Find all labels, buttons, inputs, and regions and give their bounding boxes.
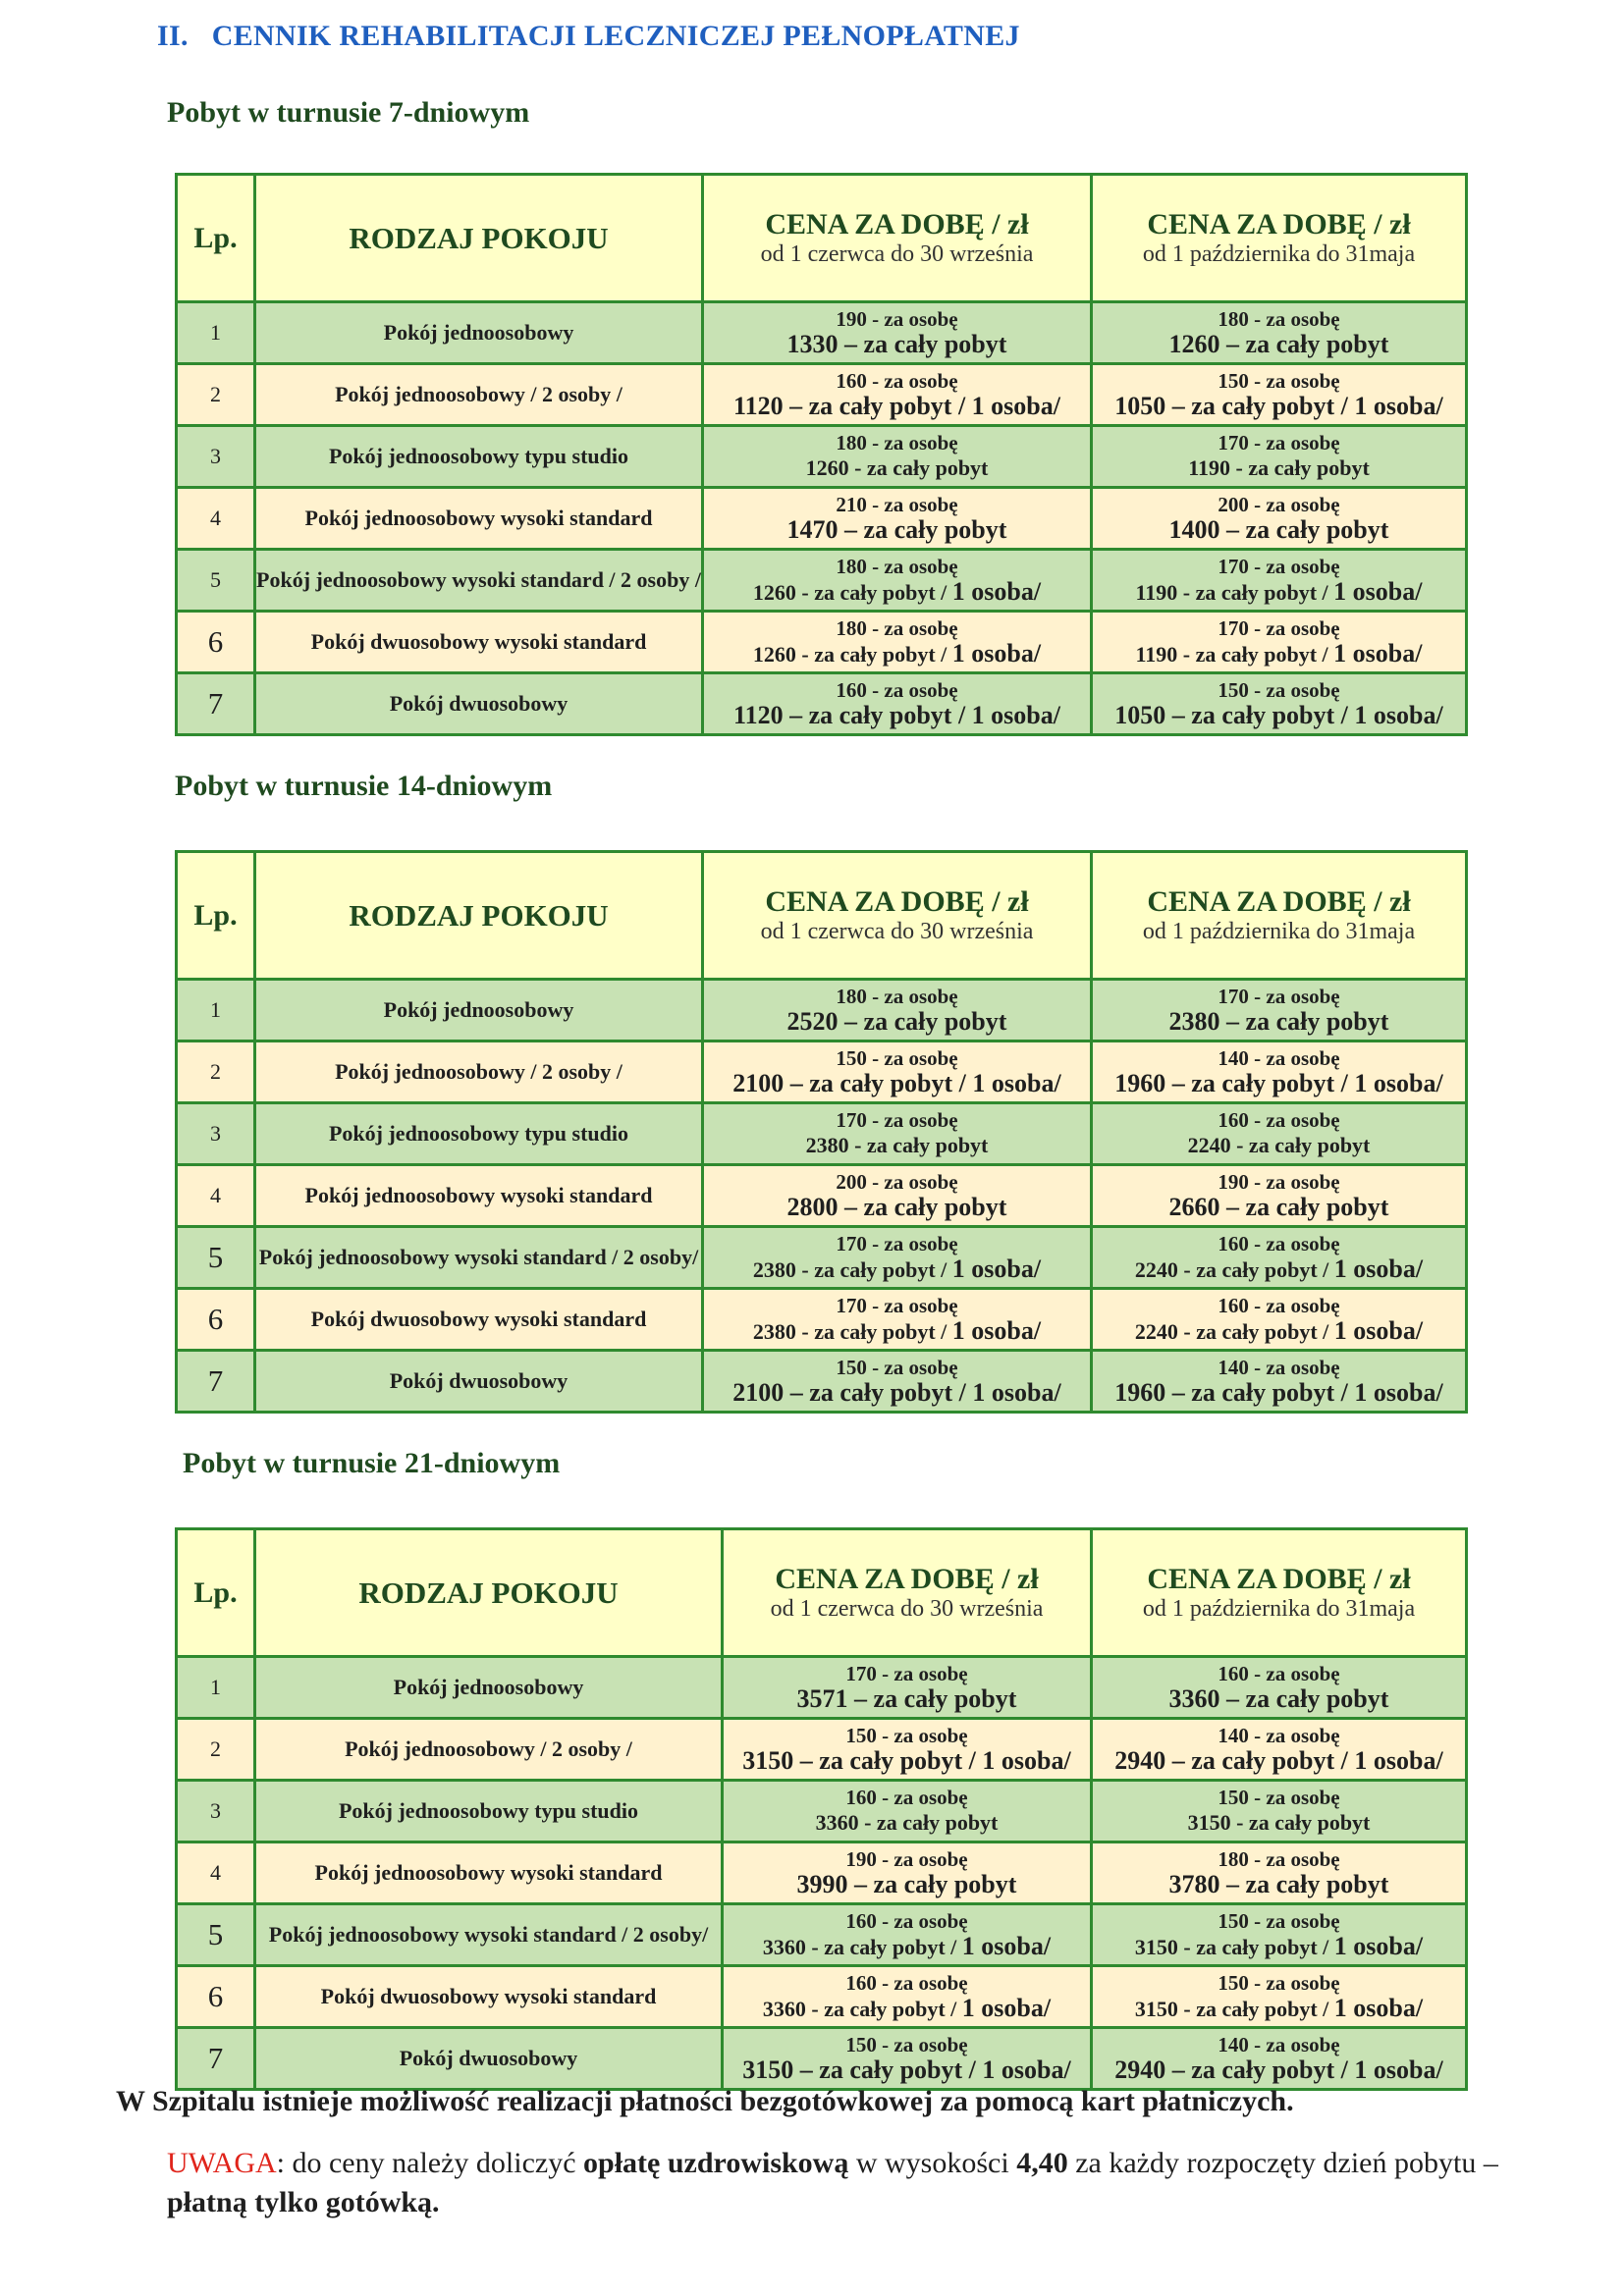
uwaga-fee-name: opłatę uzdrowiskową	[583, 2147, 849, 2179]
price-cell-summer	[723, 1719, 1092, 1781]
header-room-type: RODZAJ POKOJU	[255, 852, 703, 980]
price-cell-winter	[1092, 302, 1467, 364]
header-price-summer	[703, 175, 1092, 302]
table-header-row	[177, 852, 1467, 980]
header-lp: Lp.	[177, 1529, 255, 1657]
price-per-person: 170 - za osobę	[836, 1108, 958, 1132]
room-type: Pokój jednoosobowy / 2 osoby /	[255, 1719, 723, 1781]
price-per-person: 190 - za osobę	[1218, 1170, 1340, 1194]
room-type: Pokój jednoosobowy wysoki standard	[255, 488, 703, 550]
price-per-person: 170 - za osobę	[845, 1662, 968, 1685]
price-per-person: 150 - za osobę	[845, 2033, 968, 2056]
price-per-person: 150 - za osobę	[1218, 678, 1340, 702]
table-header-row	[177, 175, 1467, 302]
price-cell-winter	[1092, 1165, 1467, 1227]
room-type: Pokój jednoosobowy	[255, 1657, 723, 1719]
row-number: 2	[177, 1041, 255, 1103]
price-per-person: 160 - za osobę	[1218, 1662, 1340, 1685]
price-total: 2800 – za cały pobyt	[786, 1193, 1007, 1221]
price-cell-summer	[703, 302, 1092, 364]
price-total: 3150 - za cały pobyt	[1187, 1810, 1371, 1835]
table-row	[177, 673, 1467, 735]
price-per-person: 170 - za osobę	[836, 1293, 958, 1317]
row-number: 5	[177, 1227, 255, 1289]
price-cell-winter	[1092, 2028, 1467, 2090]
uwaga-text-2: w wysokości	[848, 2147, 1017, 2179]
price-cell-summer	[703, 1041, 1092, 1103]
price-per-person: 150 - za osobę	[1218, 369, 1340, 393]
price-cell-winter	[1092, 1966, 1467, 2028]
price-cell-summer	[703, 488, 1092, 550]
price-cell-winter	[1092, 1351, 1467, 1413]
price-total-person-count: 1 osoba/	[951, 1254, 1042, 1283]
price-per-person: 140 - za osobę	[1218, 2033, 1340, 2056]
price-cell-winter	[1092, 1103, 1467, 1165]
price-cell-summer	[703, 1289, 1092, 1351]
price-per-person: 140 - za osobę	[1218, 1356, 1340, 1379]
header-price-period: od 1 października do 31maja	[1142, 919, 1416, 944]
price-total-person-count: 1 osoba/	[951, 638, 1042, 667]
price-total	[1093, 1933, 1465, 1961]
price-total: 1470 – za cały pobyt	[786, 515, 1007, 544]
price-cell-winter	[1092, 1781, 1467, 1842]
price-total-person-count: 1 osoba/	[951, 576, 1042, 606]
price-total	[704, 1317, 1090, 1346]
price-per-person: 180 - za osobę	[836, 431, 958, 454]
table-row	[177, 1719, 1467, 1781]
price-per-person: 160 - za osobę	[1218, 1293, 1340, 1317]
room-type: Pokój jednoosobowy wysoki standard / 2 osoby /	[255, 550, 703, 612]
row-number: 1	[177, 1657, 255, 1719]
table-row	[177, 1351, 1467, 1413]
price-total-person-count: 1 osoba/	[1333, 638, 1423, 667]
price-total: 1330 – za cały pobyt	[786, 330, 1007, 358]
price-per-person: 180 - za osobę	[1218, 1847, 1340, 1871]
row-number: 6	[177, 1966, 255, 2028]
table-row	[177, 1103, 1467, 1165]
price-cell-winter	[1092, 1041, 1467, 1103]
price-total-main: 1190 - za cały pobyt /	[1135, 641, 1334, 667]
price-total: 1260 – za cały pobyt	[1168, 330, 1389, 358]
price-cell-summer	[703, 364, 1092, 426]
price-per-person: 150 - za osobę	[1218, 1786, 1340, 1809]
price-cell-summer	[703, 612, 1092, 673]
price-total: 1120 – za cały pobyt / 1 osoba/	[733, 392, 1060, 420]
row-number: 4	[177, 1842, 255, 1904]
price-per-person: 160 - za osobę	[836, 369, 958, 393]
price-cell-summer	[703, 550, 1092, 612]
room-type: Pokój jednoosobowy typu studio	[255, 1781, 723, 1842]
price-per-person: 190 - za osobę	[845, 1847, 968, 1871]
price-cell-winter	[1092, 1227, 1467, 1289]
price-total: 1960 – za cały pobyt / 1 osoba/	[1114, 1069, 1443, 1097]
price-per-person: 180 - za osobę	[836, 615, 958, 640]
price-total: 1050 – za cały pobyt / 1 osoba/	[1114, 392, 1443, 420]
header-price-period: od 1 czerwca do 30 września	[760, 919, 1034, 944]
price-total-person-count: 1 osoba/	[1333, 1931, 1424, 1960]
room-type: Pokój jednoosobowy wysoki standard / 2 osoby/	[255, 1227, 703, 1289]
price-per-person: 170 - za osobę	[836, 1231, 958, 1255]
header-price-title: CENA ZA DOBĘ / zł	[1147, 1563, 1411, 1595]
section-title-14day: Pobyt w turnusie 14-dniowym	[175, 770, 553, 802]
price-cell-summer	[703, 1165, 1092, 1227]
room-type: Pokój jednoosobowy / 2 osoby /	[255, 364, 703, 426]
price-per-person: 200 - za osobę	[1218, 493, 1340, 516]
header-price-period: od 1 czerwca do 30 września	[760, 241, 1034, 267]
price-per-person: 160 - za osobę	[845, 1786, 968, 1809]
uwaga-text-1: : do ceny należy doliczyć	[276, 2147, 584, 2179]
row-number: 1	[177, 980, 255, 1041]
header-price-winter	[1092, 852, 1467, 980]
price-total-main: 1260 - za cały pobyt /	[752, 641, 952, 667]
price-total: 1260 - za cały pobyt	[805, 455, 989, 480]
price-per-person: 150 - za osobę	[836, 1046, 958, 1070]
row-number: 5	[177, 550, 255, 612]
table-row	[177, 426, 1467, 488]
price-total-main: 3360 - za cały pobyt /	[762, 1996, 962, 2021]
table-row	[177, 1842, 1467, 1904]
room-type: Pokój jednoosobowy / 2 osoby /	[255, 1041, 703, 1103]
table-row	[177, 1165, 1467, 1227]
price-cell-winter	[1092, 1904, 1467, 1966]
header-room-type: RODZAJ POKOJU	[255, 1529, 723, 1657]
price-total	[704, 1255, 1090, 1284]
section-title-21day: Pobyt w turnusie 21-dniowym	[183, 1447, 561, 1479]
price-per-person: 180 - za osobę	[836, 554, 958, 578]
price-cell-winter	[1092, 612, 1467, 673]
price-per-person: 150 - za osobę	[1218, 1970, 1340, 1995]
header-lp: Lp.	[177, 852, 255, 980]
price-total: 3990 – za cały pobyt	[796, 1870, 1017, 1898]
price-per-person: 160 - za osobę	[845, 1970, 968, 1995]
price-per-person: 150 - za osobę	[845, 1724, 968, 1747]
price-per-person: 150 - za osobę	[836, 1356, 958, 1379]
header-price-title: CENA ZA DOBĘ / zł	[1147, 885, 1411, 918]
header-price-summer	[703, 852, 1092, 980]
row-number: 3	[177, 426, 255, 488]
price-total-main: 1190 - za cały pobyt /	[1135, 579, 1334, 605]
price-cell-summer	[703, 980, 1092, 1041]
header-price-period: od 1 czerwca do 30 września	[770, 1596, 1044, 1622]
price-total-person-count: 1 osoba/	[961, 1993, 1052, 2022]
table-row	[177, 1966, 1467, 2028]
card-payment-note: W Szpitalu istnieje możliwość realizacji płatności bezgotówkowej za pomocą kart płatniczych.	[116, 2085, 1294, 2117]
price-total-main: 3150 - za cały pobyt /	[1134, 1934, 1334, 1959]
price-total	[1093, 578, 1465, 607]
price-cell-summer	[703, 1227, 1092, 1289]
table-row	[177, 1041, 1467, 1103]
uwaga-fee-amount: 4,40	[1016, 2147, 1068, 2179]
room-type: Pokój jednoosobowy wysoki standard / 2 osoby/	[255, 1904, 723, 1966]
price-per-person: 160 - za osobę	[836, 678, 958, 702]
room-type: Pokój dwuosobowy wysoki standard	[255, 1289, 703, 1351]
room-type: Pokój dwuosobowy	[255, 2028, 723, 2090]
uwaga-text-3: za każdy rozpoczęty dzień pobytu –	[1067, 2147, 1498, 2179]
room-type: Pokój jednoosobowy	[255, 980, 703, 1041]
price-total: 1050 – za cały pobyt / 1 osoba/	[1114, 701, 1443, 729]
price-cell-summer	[723, 1657, 1092, 1719]
price-total	[1093, 640, 1465, 668]
price-total: 2940 – za cały pobyt / 1 osoba/	[1114, 2056, 1443, 2084]
price-cell-winter	[1092, 1289, 1467, 1351]
price-per-person: 160 - za osobę	[1218, 1231, 1340, 1255]
price-per-person: 170 - za osobę	[1218, 431, 1340, 454]
price-total-person-count: 1 osoba/	[961, 1931, 1052, 1960]
price-total: 3571 – za cały pobyt	[796, 1684, 1017, 1713]
row-number: 7	[177, 673, 255, 735]
row-number: 3	[177, 1781, 255, 1842]
header-price-period: od 1 października do 31maja	[1142, 241, 1416, 267]
room-type: Pokój dwuosobowy	[255, 673, 703, 735]
price-total-main: 2240 - za cały pobyt /	[1134, 1256, 1334, 1282]
price-total-person-count: 1 osoba/	[1333, 1993, 1424, 2022]
price-cell-summer	[723, 1842, 1092, 1904]
room-type: Pokój jednoosobowy typu studio	[255, 426, 703, 488]
table-row	[177, 2028, 1467, 2090]
price-cell-winter	[1092, 550, 1467, 612]
row-number: 7	[177, 1351, 255, 1413]
price-total-person-count: 1 osoba/	[1333, 1254, 1424, 1283]
row-number: 2	[177, 1719, 255, 1781]
price-cell-winter	[1092, 1657, 1467, 1719]
price-cell-summer	[703, 1351, 1092, 1413]
room-type: Pokój jednoosobowy wysoki standard	[255, 1165, 703, 1227]
price-per-person: 170 - za osobę	[1218, 615, 1340, 640]
price-total: 2940 – za cały pobyt / 1 osoba/	[1114, 1746, 1443, 1775]
price-cell-summer	[723, 2028, 1092, 2090]
price-cell-summer	[703, 1103, 1092, 1165]
table-row	[177, 1227, 1467, 1289]
room-type: Pokój dwuosobowy	[255, 1351, 703, 1413]
header-price-title: CENA ZA DOBĘ / zł	[765, 208, 1029, 240]
price-per-person: 140 - za osobę	[1218, 1046, 1340, 1070]
price-total	[1093, 1317, 1465, 1346]
table-row	[177, 1289, 1467, 1351]
document-title	[157, 20, 1020, 53]
row-number: 5	[177, 1904, 255, 1966]
row-number: 2	[177, 364, 255, 426]
price-table-7day	[175, 173, 1468, 736]
section-title-7day: Pobyt w turnusie 7-dniowym	[167, 96, 530, 129]
uwaga-note	[167, 2144, 1522, 2222]
price-per-person: 160 - za osobę	[1218, 1108, 1340, 1132]
price-total: 1120 – za cały pobyt / 1 osoba/	[733, 701, 1060, 729]
price-cell-summer	[723, 1966, 1092, 2028]
row-number: 4	[177, 1165, 255, 1227]
price-total: 2100 – za cały pobyt / 1 osoba/	[732, 1069, 1061, 1097]
price-per-person: 200 - za osobę	[836, 1170, 958, 1194]
table-row	[177, 1657, 1467, 1719]
row-number: 7	[177, 2028, 255, 2090]
room-type: Pokój dwuosobowy wysoki standard	[255, 1966, 723, 2028]
header-price-title: CENA ZA DOBĘ / zł	[1147, 208, 1411, 240]
price-total	[704, 640, 1090, 668]
table-row	[177, 612, 1467, 673]
price-total: 1960 – za cały pobyt / 1 osoba/	[1114, 1378, 1443, 1407]
header-room-type: RODZAJ POKOJU	[255, 175, 703, 302]
table-row	[177, 1904, 1467, 1966]
header-price-winter	[1092, 1529, 1467, 1657]
price-total-main: 2380 - za cały pobyt /	[752, 1318, 952, 1344]
price-cell-winter	[1092, 488, 1467, 550]
price-total: 2520 – za cały pobyt	[786, 1007, 1007, 1036]
price-total: 3150 – za cały pobyt / 1 osoba/	[742, 2056, 1071, 2084]
price-per-person: 210 - za osobę	[836, 493, 958, 516]
price-total	[724, 1933, 1090, 1961]
price-per-person: 170 - za osobę	[1218, 985, 1340, 1008]
price-total: 2660 – za cały pobyt	[1168, 1193, 1389, 1221]
header-price-period: od 1 października do 31maja	[1142, 1596, 1416, 1622]
table-row	[177, 1781, 1467, 1842]
price-total-main: 3360 - za cały pobyt /	[762, 1934, 962, 1959]
price-total: 1190 - za cały pobyt	[1188, 455, 1370, 480]
table-row	[177, 302, 1467, 364]
price-total-person-count: 1 osoba/	[951, 1315, 1042, 1345]
price-total	[1093, 1255, 1465, 1284]
title-text: CENNIK REHABILITACJI LECZNICZEJ PEŁNOPŁATNEJ	[211, 20, 1020, 52]
price-total-main: 2380 - za cały pobyt /	[752, 1256, 952, 1282]
price-cell-winter	[1092, 980, 1467, 1041]
price-table-21day	[175, 1527, 1468, 2091]
row-number: 3	[177, 1103, 255, 1165]
price-total: 1400 – za cały pobyt	[1168, 515, 1389, 544]
header-lp: Lp.	[177, 175, 255, 302]
price-per-person: 180 - za osobę	[1218, 307, 1340, 331]
price-cell-winter	[1092, 1719, 1467, 1781]
price-per-person: 140 - za osobę	[1218, 1724, 1340, 1747]
uwaga-cash-only: płatną tylko gotówką.	[167, 2186, 440, 2218]
room-type: Pokój jednoosobowy	[255, 302, 703, 364]
table-row	[177, 550, 1467, 612]
price-per-person: 160 - za osobę	[845, 1908, 968, 1933]
uwaga-label: UWAGA	[167, 2147, 277, 2179]
price-total: 2240 - za cały pobyt	[1187, 1133, 1371, 1157]
price-cell-summer	[703, 426, 1092, 488]
price-cell-winter	[1092, 673, 1467, 735]
price-total: 3360 – za cały pobyt	[1168, 1684, 1389, 1713]
price-cell-winter	[1092, 426, 1467, 488]
row-number: 6	[177, 612, 255, 673]
price-total-main: 2240 - za cały pobyt /	[1134, 1318, 1334, 1344]
price-total-person-count: 1 osoba/	[1333, 576, 1423, 606]
price-cell-summer	[703, 673, 1092, 735]
price-total-main: 1260 - za cały pobyt /	[752, 579, 952, 605]
header-price-title: CENA ZA DOBĘ / zł	[775, 1563, 1039, 1595]
row-number: 6	[177, 1289, 255, 1351]
price-cell-summer	[723, 1904, 1092, 1966]
price-total-person-count: 1 osoba/	[1333, 1315, 1424, 1345]
price-per-person: 150 - za osobę	[1218, 1908, 1340, 1933]
header-price-summer	[723, 1529, 1092, 1657]
room-type: Pokój jednoosobowy wysoki standard	[255, 1842, 723, 1904]
price-table-14day	[175, 850, 1468, 1414]
room-type: Pokój jednoosobowy typu studio	[255, 1103, 703, 1165]
price-cell-summer	[723, 1781, 1092, 1842]
price-total: 2100 – za cały pobyt / 1 osoba/	[732, 1378, 1061, 1407]
room-type: Pokój dwuosobowy wysoki standard	[255, 612, 703, 673]
price-total-main: 3150 - za cały pobyt /	[1134, 1996, 1334, 2021]
price-total: 3150 – za cały pobyt / 1 osoba/	[742, 1746, 1071, 1775]
price-per-person: 180 - za osobę	[836, 985, 958, 1008]
price-total: 2380 – za cały pobyt	[1168, 1007, 1389, 1036]
table-row	[177, 488, 1467, 550]
table-row	[177, 364, 1467, 426]
price-total	[1093, 1995, 1465, 2023]
price-total	[704, 578, 1090, 607]
table-row	[177, 980, 1467, 1041]
header-price-title: CENA ZA DOBĘ / zł	[765, 885, 1029, 918]
price-total: 3360 - za cały pobyt	[815, 1810, 999, 1835]
price-total	[724, 1995, 1090, 2023]
row-number: 4	[177, 488, 255, 550]
price-cell-winter	[1092, 364, 1467, 426]
table-header-row	[177, 1529, 1467, 1657]
title-numeral: II.	[157, 20, 189, 52]
price-total: 2380 - za cały pobyt	[805, 1133, 989, 1157]
price-total: 3780 – za cały pobyt	[1168, 1870, 1389, 1898]
price-per-person: 170 - za osobę	[1218, 554, 1340, 578]
row-number: 1	[177, 302, 255, 364]
price-per-person: 190 - za osobę	[836, 307, 958, 331]
header-price-winter	[1092, 175, 1467, 302]
price-cell-winter	[1092, 1842, 1467, 1904]
